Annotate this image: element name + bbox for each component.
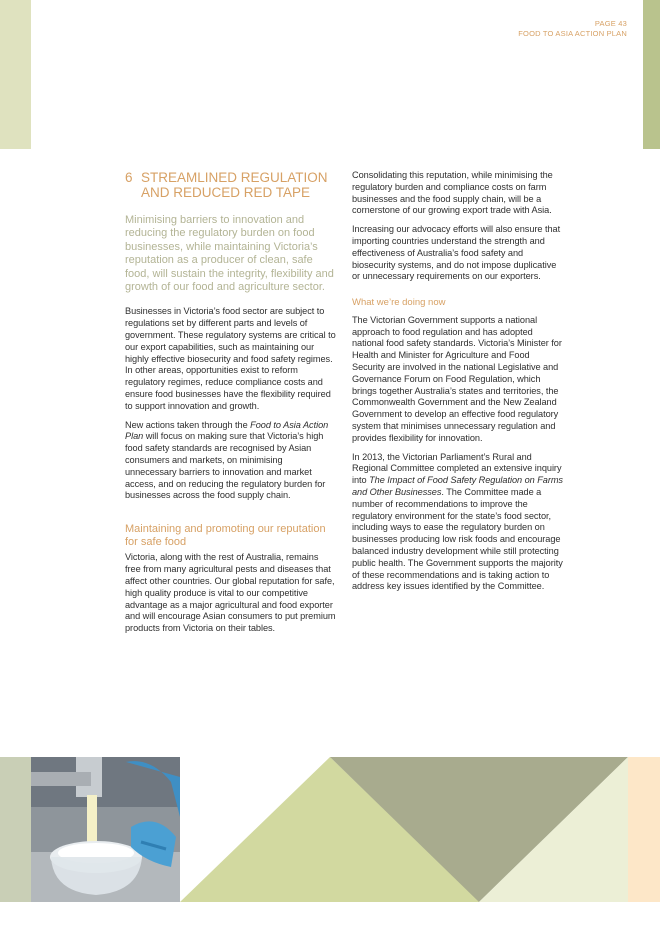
document-title: FOOD TO ASIA ACTION PLAN	[518, 29, 627, 38]
left-column	[125, 170, 336, 642]
top-left-decorative-band	[0, 0, 31, 149]
section-heading	[125, 170, 336, 200]
paragraph: Increasing our advocacy efforts will also ensure that importing countries understand the strength and effectiveness of Australia’s food safety and biosecurity systems, and do not impose duplicative or unnecessary requirements on our exporters.	[352, 224, 561, 282]
section-title: STREAMLINED REGULATION AND REDUCED RED TAPE	[141, 170, 328, 200]
section-intro: Minimising barriers to innovation and reducing the regulatory burden on food businesses, while maintaining Victoria’s reputation as a producer of clean, safe food, will sustain the integrity, flexibility and growth of our food and agriculture sector.	[125, 214, 334, 294]
inquiry-title: The Impact of Food Safety Regulation on Farms and Other Businesses	[352, 475, 563, 497]
subheading: What we’re doing now	[352, 297, 446, 309]
bottom-right-decorative-strip	[628, 757, 660, 902]
publication-title: Food to Asia Action Plan	[125, 419, 329, 442]
paragraph: New actions taken through the Food to Asia Action Plan will focus on making sure that Victoria’s high food safety standards are recognised by Asian consumers and markets, on minimising unnecessary barriers to innovation and market access, and on reducing the regulatory burden for businesses across the food supply chain.	[125, 419, 329, 501]
page-number: PAGE 43	[594, 19, 627, 28]
paragraph: The Victorian Government supports a national approach to food regulation and has adopted national food safety standards. Victoria’s Minister for Health and Minister for Agriculture and Food Security are involved in the national Legislative and Governance Forum on Food Regulation, which brings together Australia’s states and territories, the Commonwealth Government and the New Zealand Government to develop an effective food regulatory system that minimises unnecessary regulation and provides flexibility for innovation.	[352, 314, 562, 443]
page-header	[518, 19, 627, 39]
paragraph: Victoria, along with the rest of Australia, remains free from many agricultural pests and diseases that affect other countries. Our global reputation for safe, high quality produce is vital to our competitive advantage as a major agricultural and food exporter and will encourage Asian consumers to put premium products from Victoria on their tables.	[125, 552, 336, 634]
section-number: 6	[125, 170, 133, 185]
top-right-decorative-band	[643, 0, 660, 149]
paragraph: Businesses in Victoria’s food sector are subject to regulations set by different parts and levels of government. These regulatory systems are critical to our export capabilities, such as maintaining our highly effective biosecurity and food safety regimes. In other areas, opportunities exist to reform regulatory regimes, reduce compliance costs and ensure food businesses have the flexibility required to support innovation and growth.	[125, 306, 336, 411]
subheading: Maintaining and promoting our reputation for safe food	[125, 523, 326, 548]
paragraph: Consolidating this reputation, while minimising the regulatory burden and compliance costs on farm businesses and the food supply chain, will be a cornerstone of our growing export trade with Asia.	[352, 170, 553, 216]
right-column	[352, 170, 563, 600]
food-processing-photo	[31, 757, 180, 902]
paragraph: In 2013, the Victorian Parliament’s Rural and Regional Committee completed an extensive inquiry into The Impact of Food Safety Regulation on Farms and Other Businesses. The Committee made a number of recommendations to improve the regulatory environment for the state’s food sector, including ways to ease the regulatory burden on businesses producing low risk foods and encourage balanced industry development while still protecting public health. The Government supports the majority of these recommendations and is taking action to address key issues identified by the Committee.	[352, 451, 563, 592]
food-processing-illustration	[31, 757, 180, 902]
